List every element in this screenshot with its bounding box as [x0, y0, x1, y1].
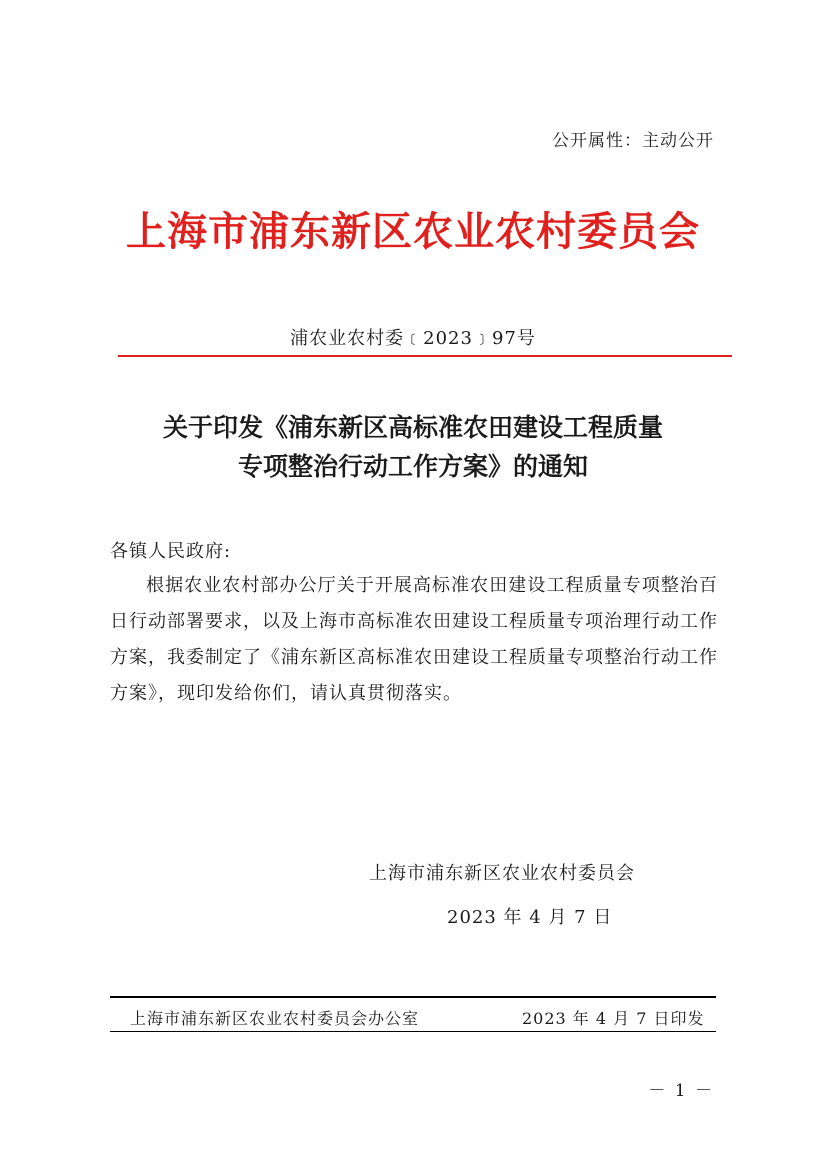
title-line-1: 关于印发《浦东新区高标准农田建设工程质量 [162, 413, 663, 442]
page-number: － 1 － [648, 1081, 714, 1101]
footer-print-date: 2023 年 4 月 7 日印发 [522, 1009, 705, 1028]
title-line-2: 专项整治行动工作方案》的通知 [237, 452, 588, 481]
footer-rule-bottom [110, 1031, 716, 1032]
document-number: 浦农业农村委﹝2023﹞97号 [290, 328, 536, 349]
body-paragraph: 根据农业农村部办公厅关于开展高标准农田建设工程质量专项整治百日行动部署要求，以及上海市高标准农田建设工程质量专项治理行动工作方案，我委制定了《浦东新区高标准农田建设工程质量专项整治行动工作方案》，现印发给你们，请认真贯彻落实。 [110, 575, 718, 704]
issuer-heading: 上海市浦东新区农业农村委员会 [126, 209, 700, 255]
document-title [90, 408, 736, 486]
footer-office: 上海市浦东新区农业农村委员会办公室 [130, 1009, 420, 1028]
signature-date: 2023 年 4 月 7 日 [447, 907, 613, 928]
footer-rule-top [110, 996, 716, 998]
disclosure-attribute: 公开属性：主动公开 [552, 131, 714, 151]
red-divider [118, 355, 732, 357]
salutation: 各镇人民政府: [110, 541, 232, 562]
signature-org: 上海市浦东新区农业农村委员会 [369, 863, 635, 884]
